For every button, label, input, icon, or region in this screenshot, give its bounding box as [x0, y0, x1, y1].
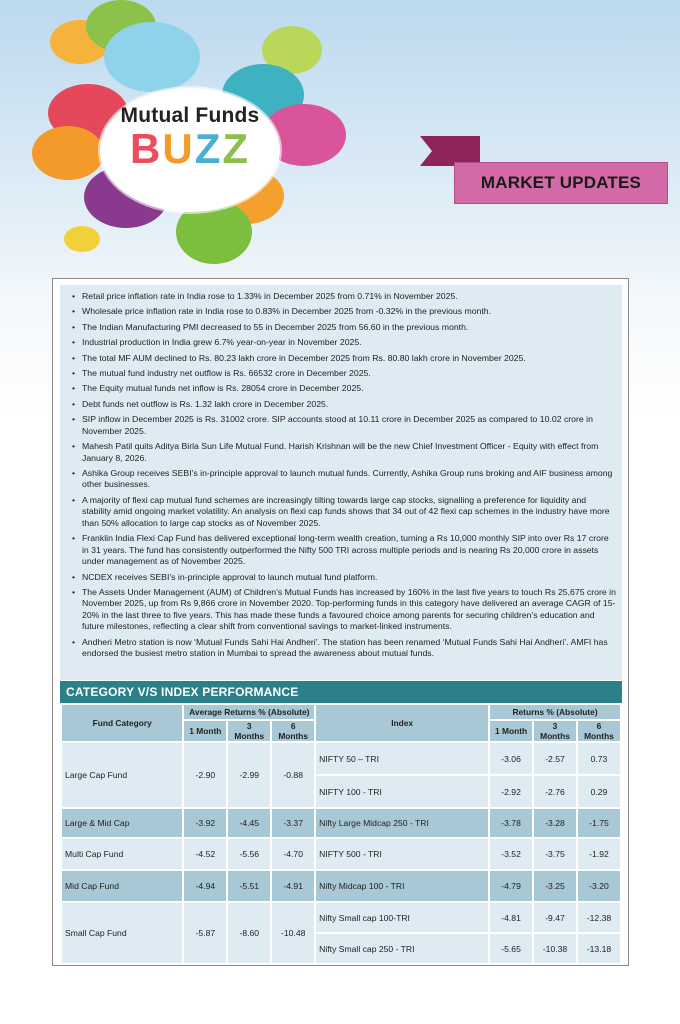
index-cell: NIFTY 500 - TRI [315, 838, 489, 870]
buzz-letter: U [162, 125, 195, 172]
category-cell: Small Cap Fund [61, 902, 183, 964]
header-6m: 6 Months [271, 720, 315, 742]
avg-1m: -3.92 [183, 808, 227, 838]
logo-buzz [100, 125, 280, 173]
performance-table [60, 703, 622, 965]
header-3m: 3 Months [533, 720, 577, 742]
table-row [61, 838, 621, 870]
avg-3m: -8.60 [227, 902, 271, 964]
index-cell: NIFTY 50 – TRI [315, 742, 489, 775]
news-item: • Industrial production in India grew 6.7% year-on-year in November 2025. [70, 337, 616, 349]
header-3m: 3 Months [227, 720, 271, 742]
idx-6m: -1.92 [577, 838, 621, 870]
header-6m: 6 Months [577, 720, 621, 742]
section-title-box [454, 162, 668, 204]
avg-1m: -2.90 [183, 742, 227, 808]
index-cell: NIFTY 100 - TRI [315, 775, 489, 808]
buzz-letter: Z [222, 125, 250, 172]
idx-3m: -9.47 [533, 902, 577, 933]
news-item: • Wholesale price inflation rate in India rose to 0.83% in December 2025 from -0.32% in the previous month. [70, 306, 616, 318]
news-item: • The mutual fund industry net outflow is Rs. 66532 crore in December 2025. [70, 368, 616, 380]
header-returns: Returns % (Absolute) [489, 704, 621, 720]
news-item: • Andheri Metro station is now ‘Mutual Funds Sahi Hai Andheri’. The station has been renamed ‘Mutual Funds Sahi Hai Andheri’. AMFI has endorsed the busiest metro station in Mumbai to spread the awareness about mutual funds. [70, 637, 616, 660]
news-item: • A majority of flexi cap mutual fund schemes are increasingly tilting towards large cap stocks, signalling a preference for liquidity and stability amid ongoing market volatility. An analysis on flexi cap funds shows that 34 out of 42 flexi cap schemes in the industry have more than 50% allocation to large cap stocks as of November 2025. [70, 495, 616, 530]
news-item: • The Assets Under Management (AUM) of Children’s Mutual Funds has increased by 160% in the last five years to touch Rs 25,675 crore in November 2025, up from Rs 9,866 crore in November 2020. Top-performing funds in this category have delivered an average CAGR of 15-20% in the last three to five years. This has made these funds a favoured choice among parents for securing children’s education and future milestones, reflecting a clear shift from conventional savings to market-linked instruments. [70, 587, 616, 633]
avg-1m: -4.52 [183, 838, 227, 870]
news-item: • NCDEX receives SEBI’s in-principle approval to launch mutual fund platform. [70, 572, 616, 584]
avg-6m: -4.70 [271, 838, 315, 870]
idx-1m: -4.81 [489, 902, 533, 933]
news-item: • The Indian Manufacturing PMI decreased to 55 in December 2025 from 56.60 in the previous month. [70, 322, 616, 334]
news-item: • Ashika Group receives SEBI’s in-principle approval to launch mutual funds. Currently, Ashika Group runs broking and AIF business among other businesses. [70, 468, 616, 491]
idx-3m: -2.57 [533, 742, 577, 775]
content-panel [52, 278, 629, 966]
avg-6m: -10.48 [271, 902, 315, 964]
idx-1m: -4.79 [489, 870, 533, 902]
table-row [61, 870, 621, 902]
idx-6m: 0.29 [577, 775, 621, 808]
avg-6m: -3.37 [271, 808, 315, 838]
avg-3m: -2.99 [227, 742, 271, 808]
index-cell: Nifty Small cap 100-TRI [315, 902, 489, 933]
hero-banner [0, 0, 680, 278]
category-cell: Mid Cap Fund [61, 870, 183, 902]
header-avg-returns: Average Returns % (Absolute) [183, 704, 315, 720]
idx-1m: -3.78 [489, 808, 533, 838]
news-item: • The Equity mutual funds net inflow is Rs. 28054 crore in December 2025. [70, 383, 616, 395]
avg-3m: -5.56 [227, 838, 271, 870]
news-item: • The total MF AUM declined to Rs. 80.23 lakh crore in December 2025 from Rs. 80.80 lakh crore in November 2025. [70, 353, 616, 365]
category-cell: Large Cap Fund [61, 742, 183, 808]
buzz-letter: B [130, 125, 163, 172]
idx-3m: -3.25 [533, 870, 577, 902]
idx-1m: -3.06 [489, 742, 533, 775]
avg-6m: -0.88 [271, 742, 315, 808]
header-row [61, 704, 621, 720]
index-cell: Nifty Small cap 250 - TRI [315, 933, 489, 964]
idx-1m: -3.52 [489, 838, 533, 870]
header-index: Index [315, 704, 489, 742]
idx-6m: -1.75 [577, 808, 621, 838]
avg-6m: -4.91 [271, 870, 315, 902]
category-cell: Multi Cap Fund [61, 838, 183, 870]
news-list [70, 291, 616, 660]
speech-bubble-orange [32, 126, 104, 180]
header-fund-category: Fund Category [61, 704, 183, 742]
news-item: • Franklin India Flexi Cap Fund has delivered exceptional long-term wealth creation, turning a Rs 10,000 monthly SIP into over Rs 17 crore in 31 years. The fund has consistently outperformed the Nifty 500 TRI across multiple periods and is nearing Rs 20,000 crore in assets under management as of November 2025. [70, 533, 616, 568]
avg-3m: -5.51 [227, 870, 271, 902]
news-item: • Debt funds net outflow is Rs. 1.32 lakh crore in December 2025. [70, 399, 616, 411]
idx-3m: -10.38 [533, 933, 577, 964]
performance-title: CATEGORY V/S INDEX PERFORMANCE [60, 681, 622, 703]
table-row [61, 808, 621, 838]
idx-3m: -2.76 [533, 775, 577, 808]
news-item: • Retail price inflation rate in India rose to 1.33% in December 2025 from 0.71% in November 2025. [70, 291, 616, 303]
logo-title: Mutual Funds [120, 104, 260, 127]
idx-6m: 0.73 [577, 742, 621, 775]
avg-1m: -4.94 [183, 870, 227, 902]
idx-1m: -2.92 [489, 775, 533, 808]
table-row [61, 902, 621, 933]
idx-6m: -13.18 [577, 933, 621, 964]
avg-1m: -5.87 [183, 902, 227, 964]
market-news [60, 285, 622, 680]
speech-bubble-lightblue [104, 22, 200, 92]
idx-1m: -5.65 [489, 933, 533, 964]
idx-3m: -3.75 [533, 838, 577, 870]
idx-6m: -3.20 [577, 870, 621, 902]
category-cell: Large & Mid Cap [61, 808, 183, 838]
avg-3m: -4.45 [227, 808, 271, 838]
section-title: MARKET UPDATES [480, 173, 642, 192]
idx-3m: -3.28 [533, 808, 577, 838]
news-item: • SIP inflow in December 2025 is Rs. 31002 crore. SIP accounts stood at 10.11 crore in December 2025 as compared to 10.02 crore in November 2025. [70, 414, 616, 437]
speech-bubble-yellow-small [64, 226, 100, 252]
table-row [61, 742, 621, 775]
news-item: • Mahesh Patil quits Aditya Birla Sun Life Mutual Fund. Harish Krishnan will be the new Chief Investment Officer - Equity with effect from January 8, 2026. [70, 441, 616, 464]
header-1m: 1 Month [183, 720, 227, 742]
buzz-letter: Z [194, 125, 223, 172]
header-1m: 1 Month [489, 720, 533, 742]
idx-6m: -12.38 [577, 902, 621, 933]
index-cell: Nifty Midcap 100 - TRI [315, 870, 489, 902]
index-cell: Nifty Large Midcap 250 - TRI [315, 808, 489, 838]
